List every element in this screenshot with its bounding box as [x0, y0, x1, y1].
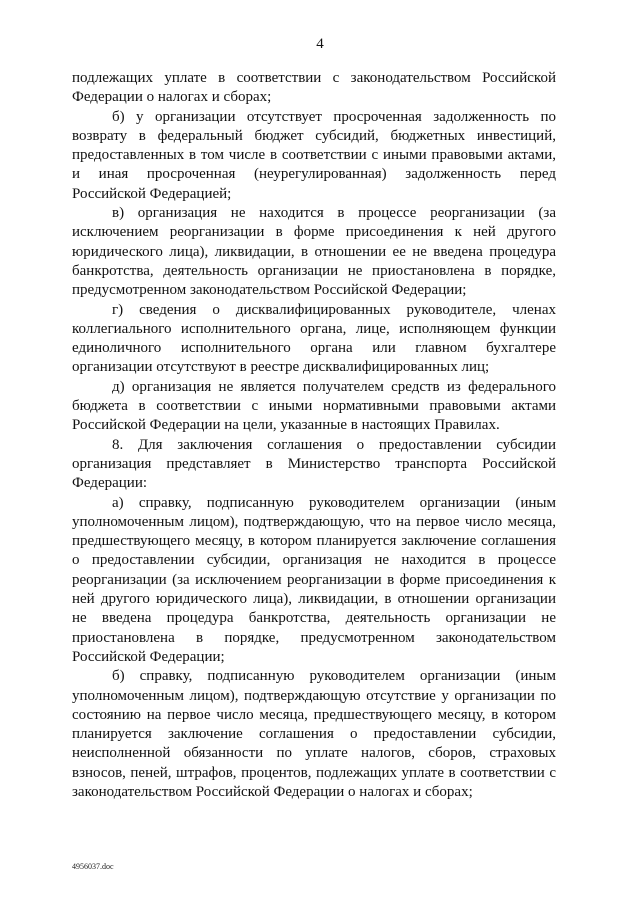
- footer-filename: 4956037.doc: [72, 862, 114, 871]
- paragraph-item-g-disqualified: г) сведения о дисквалифицированных руководителе, членах коллегиального исполнительного органа, лице, исполняющем функции единоличного исполнительного органа или главном бухгалтере организации отсутствуют в реестре дисквалифицированных лиц;: [72, 301, 556, 376]
- paragraph-item-b-certificate: б) справку, подписанную руководителем организации (иным уполномоченным лицом), подтверждающую отсутствие у организации по состоянию на первое число месяца, предшествующего месяцу, в котором планируется заключение соглашения о предоставлении субсидии, неисполненной обязанности по уплате налогов, сборов, страховых взносов, пеней, штрафов, процентов, подлежащих уплате в соответствии с законодательством Российской Федерации о налогах и сборах;: [72, 668, 556, 800]
- paragraph-continuation: подлежащих уплате в соответствии с законодательством Российской Федерации о налогах и сборах;: [72, 70, 556, 106]
- page-number: 4: [316, 36, 324, 52]
- paragraph-item-b-no-debt: б) у организации отсутствует просроченная задолженность по возврату в федеральный бюджет субсидий, бюджетных инвестиций, предоставленных в том числе в соответствии с иными правовыми актами, и иная просроченная (неурегулированная) задолженность перед Российской Федерацией;: [72, 108, 556, 202]
- paragraph-item-d-not-recipient: д) организация не является получателем средств из федерального бюджета в соответствии с иными нормативными правовыми актами Российской Федерации на цели, указанные в настоящих Правилах.: [72, 378, 556, 434]
- paragraph-section-8: 8. Для заключения соглашения о предоставлении субсидии организация представляет в Министерство транспорта Российской Федерации:: [72, 436, 556, 492]
- paragraph-item-v-no-reorganization: в) организация не находится в процессе реорганизации (за исключением реорганизации в форме присоединения к ней другого юридического лица), ликвидации, в отношении ее не введена процедура банкротства, деятельность организации не приостановлена в порядке, предусмотренном законодательством Российской Федерации;: [72, 205, 556, 299]
- document-body: [72, 69, 556, 802]
- paragraph-item-a-certificate: а) справку, подписанную руководителем организации (иным уполномоченным лицом), подтверждающую, что на первое число месяца, предшествующего месяцу, в котором планируется заключение соглашения о предоставлении субсидии, организация не находится в процессе реорганизации (за исключением реорганизации в форме присоединения к ней другого юридического лица), ликвидации, в отношении организации не введена процедура банкротства, деятельность организации не приостановлена в порядке, предусмотренном законодательством Российской Федерации;: [72, 494, 556, 665]
